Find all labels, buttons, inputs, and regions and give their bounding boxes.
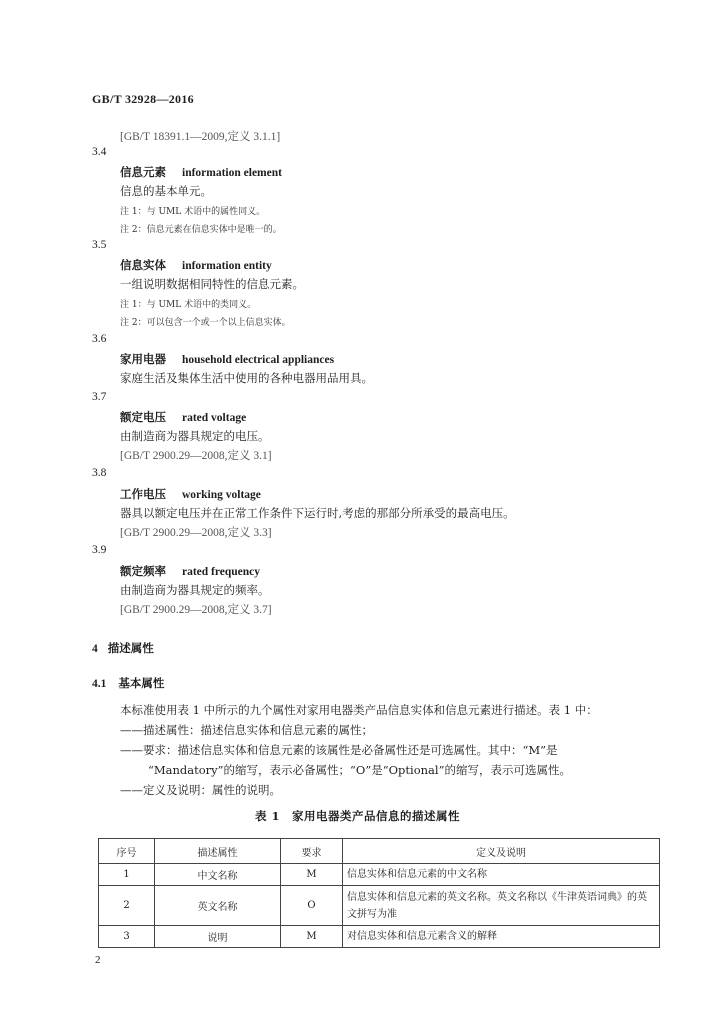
list-item: ——要求：描述信息实体和信息元素的该属性是必备属性还是可选属性。其中：“M”是 [120, 743, 558, 757]
table-row [99, 864, 660, 886]
term-heading [120, 409, 246, 425]
column-header: 要求 [281, 839, 343, 864]
column-header: 定义及说明 [343, 839, 660, 864]
term-chinese-name: 信息实体 [120, 258, 166, 272]
table-cell: O [281, 886, 343, 926]
term-heading [120, 351, 334, 367]
term-number: 3.9 [92, 544, 107, 556]
table-row [99, 926, 660, 948]
term-note: 注 2：信息元素在信息实体中是唯一的。 [120, 225, 282, 235]
term-source-reference: [GB/T 2900.29—2008,定义 3.1] [120, 450, 272, 462]
body-paragraph: 本标准使用表 1 中所示的九个属性对家用电器类产品信息实体和信息元素进行描述。表 1 中： [120, 703, 598, 717]
table-cell: 1 [99, 864, 155, 886]
term-heading [120, 486, 261, 502]
subsection-title: 基本属性 [118, 676, 165, 690]
term-english-name: working voltage [182, 489, 261, 501]
term-english-name: rated frequency [182, 566, 261, 578]
term-definition: 家庭生活及集体生活中使用的各种电器用品用具。 [120, 371, 373, 385]
term-definition: 由制造商为器具规定的频率。 [120, 583, 270, 597]
list-item: ——描述属性：描述信息实体和信息元素的属性； [120, 723, 373, 737]
term-source-reference: [GB/T 2900.29—2008,定义 3.3] [120, 527, 272, 539]
term-chinese-name: 额定电压 [120, 410, 166, 424]
table-cell: 对信息实体和信息元素含义的解释 [343, 926, 660, 948]
term-chinese-name: 信息元素 [120, 165, 166, 179]
table-row [99, 886, 660, 926]
term-definition: 由制造商为器具规定的电压。 [120, 429, 270, 443]
term-source-reference: [GB/T 2900.29—2008,定义 3.7] [120, 604, 272, 616]
table-cell: M [281, 926, 343, 948]
term-number: 3.7 [92, 391, 107, 403]
term-note: 注 1：与 UML 术语中的类同义。 [120, 300, 257, 310]
table-cell: 2 [99, 886, 155, 926]
table-cell: M [281, 864, 343, 886]
term-note: 注 1：与 UML 术语中的属性同义。 [120, 207, 266, 217]
table-cell: 信息实体和信息元素的英文名称。英文名称以《牛津英语词典》的英文拼写为准 [343, 886, 660, 926]
table-cell: 英文名称 [155, 886, 281, 926]
subsection-heading [92, 675, 164, 691]
section-number: 4 [92, 643, 98, 655]
section-heading [92, 640, 154, 656]
term-source-reference: [GB/T 18391.1—2009,定义 3.1.1] [120, 131, 281, 143]
subsection-number: 4.1 [92, 678, 107, 690]
list-item: ——定义及说明：属性的说明。 [120, 783, 281, 797]
term-definition: 一组说明数据相同特性的信息元素。 [120, 277, 304, 291]
term-english-name: information element [182, 167, 282, 179]
table-cell: 中文名称 [155, 864, 281, 886]
term-heading [120, 563, 260, 579]
term-english-name: rated voltage [182, 412, 247, 424]
page-number: 2 [95, 954, 101, 966]
table-cell: 说明 [155, 926, 281, 948]
term-heading [120, 164, 282, 180]
column-header: 描述属性 [155, 839, 281, 864]
term-definition: 信息的基本单元。 [120, 184, 212, 198]
term-heading [120, 257, 272, 273]
term-number: 3.6 [92, 333, 107, 345]
document-header: GB/T 32928—2016 [92, 92, 194, 106]
term-chinese-name: 家用电器 [120, 352, 166, 366]
table-cell: 信息实体和信息元素的中文名称 [343, 864, 660, 886]
table-caption: 表 1 家用电器类产品信息的描述属性 [255, 809, 461, 823]
term-chinese-name: 额定频率 [120, 564, 166, 578]
term-english-name: information entity [182, 260, 272, 272]
term-number: 3.5 [92, 239, 107, 251]
table-header-row [99, 839, 660, 864]
column-header: 序号 [99, 839, 155, 864]
list-item-continuation: “Mandatory”的缩写，表示必备属性；“O”是“Optional”的缩写，表示可选属性。 [148, 763, 571, 777]
section-title: 描述属性 [107, 641, 154, 655]
term-english-name: household electrical appliances [182, 354, 335, 366]
term-definition: 器具以额定电压并在正常工作条件下运行时,考虑的那部分所承受的最高电压。 [120, 506, 515, 520]
term-number: 3.8 [92, 467, 107, 479]
term-note: 注 2：可以包含一个或一个以上信息实体。 [120, 318, 291, 328]
attribute-table [98, 838, 660, 948]
term-chinese-name: 工作电压 [120, 487, 166, 501]
table-cell: 3 [99, 926, 155, 948]
term-number: 3.4 [92, 146, 107, 158]
